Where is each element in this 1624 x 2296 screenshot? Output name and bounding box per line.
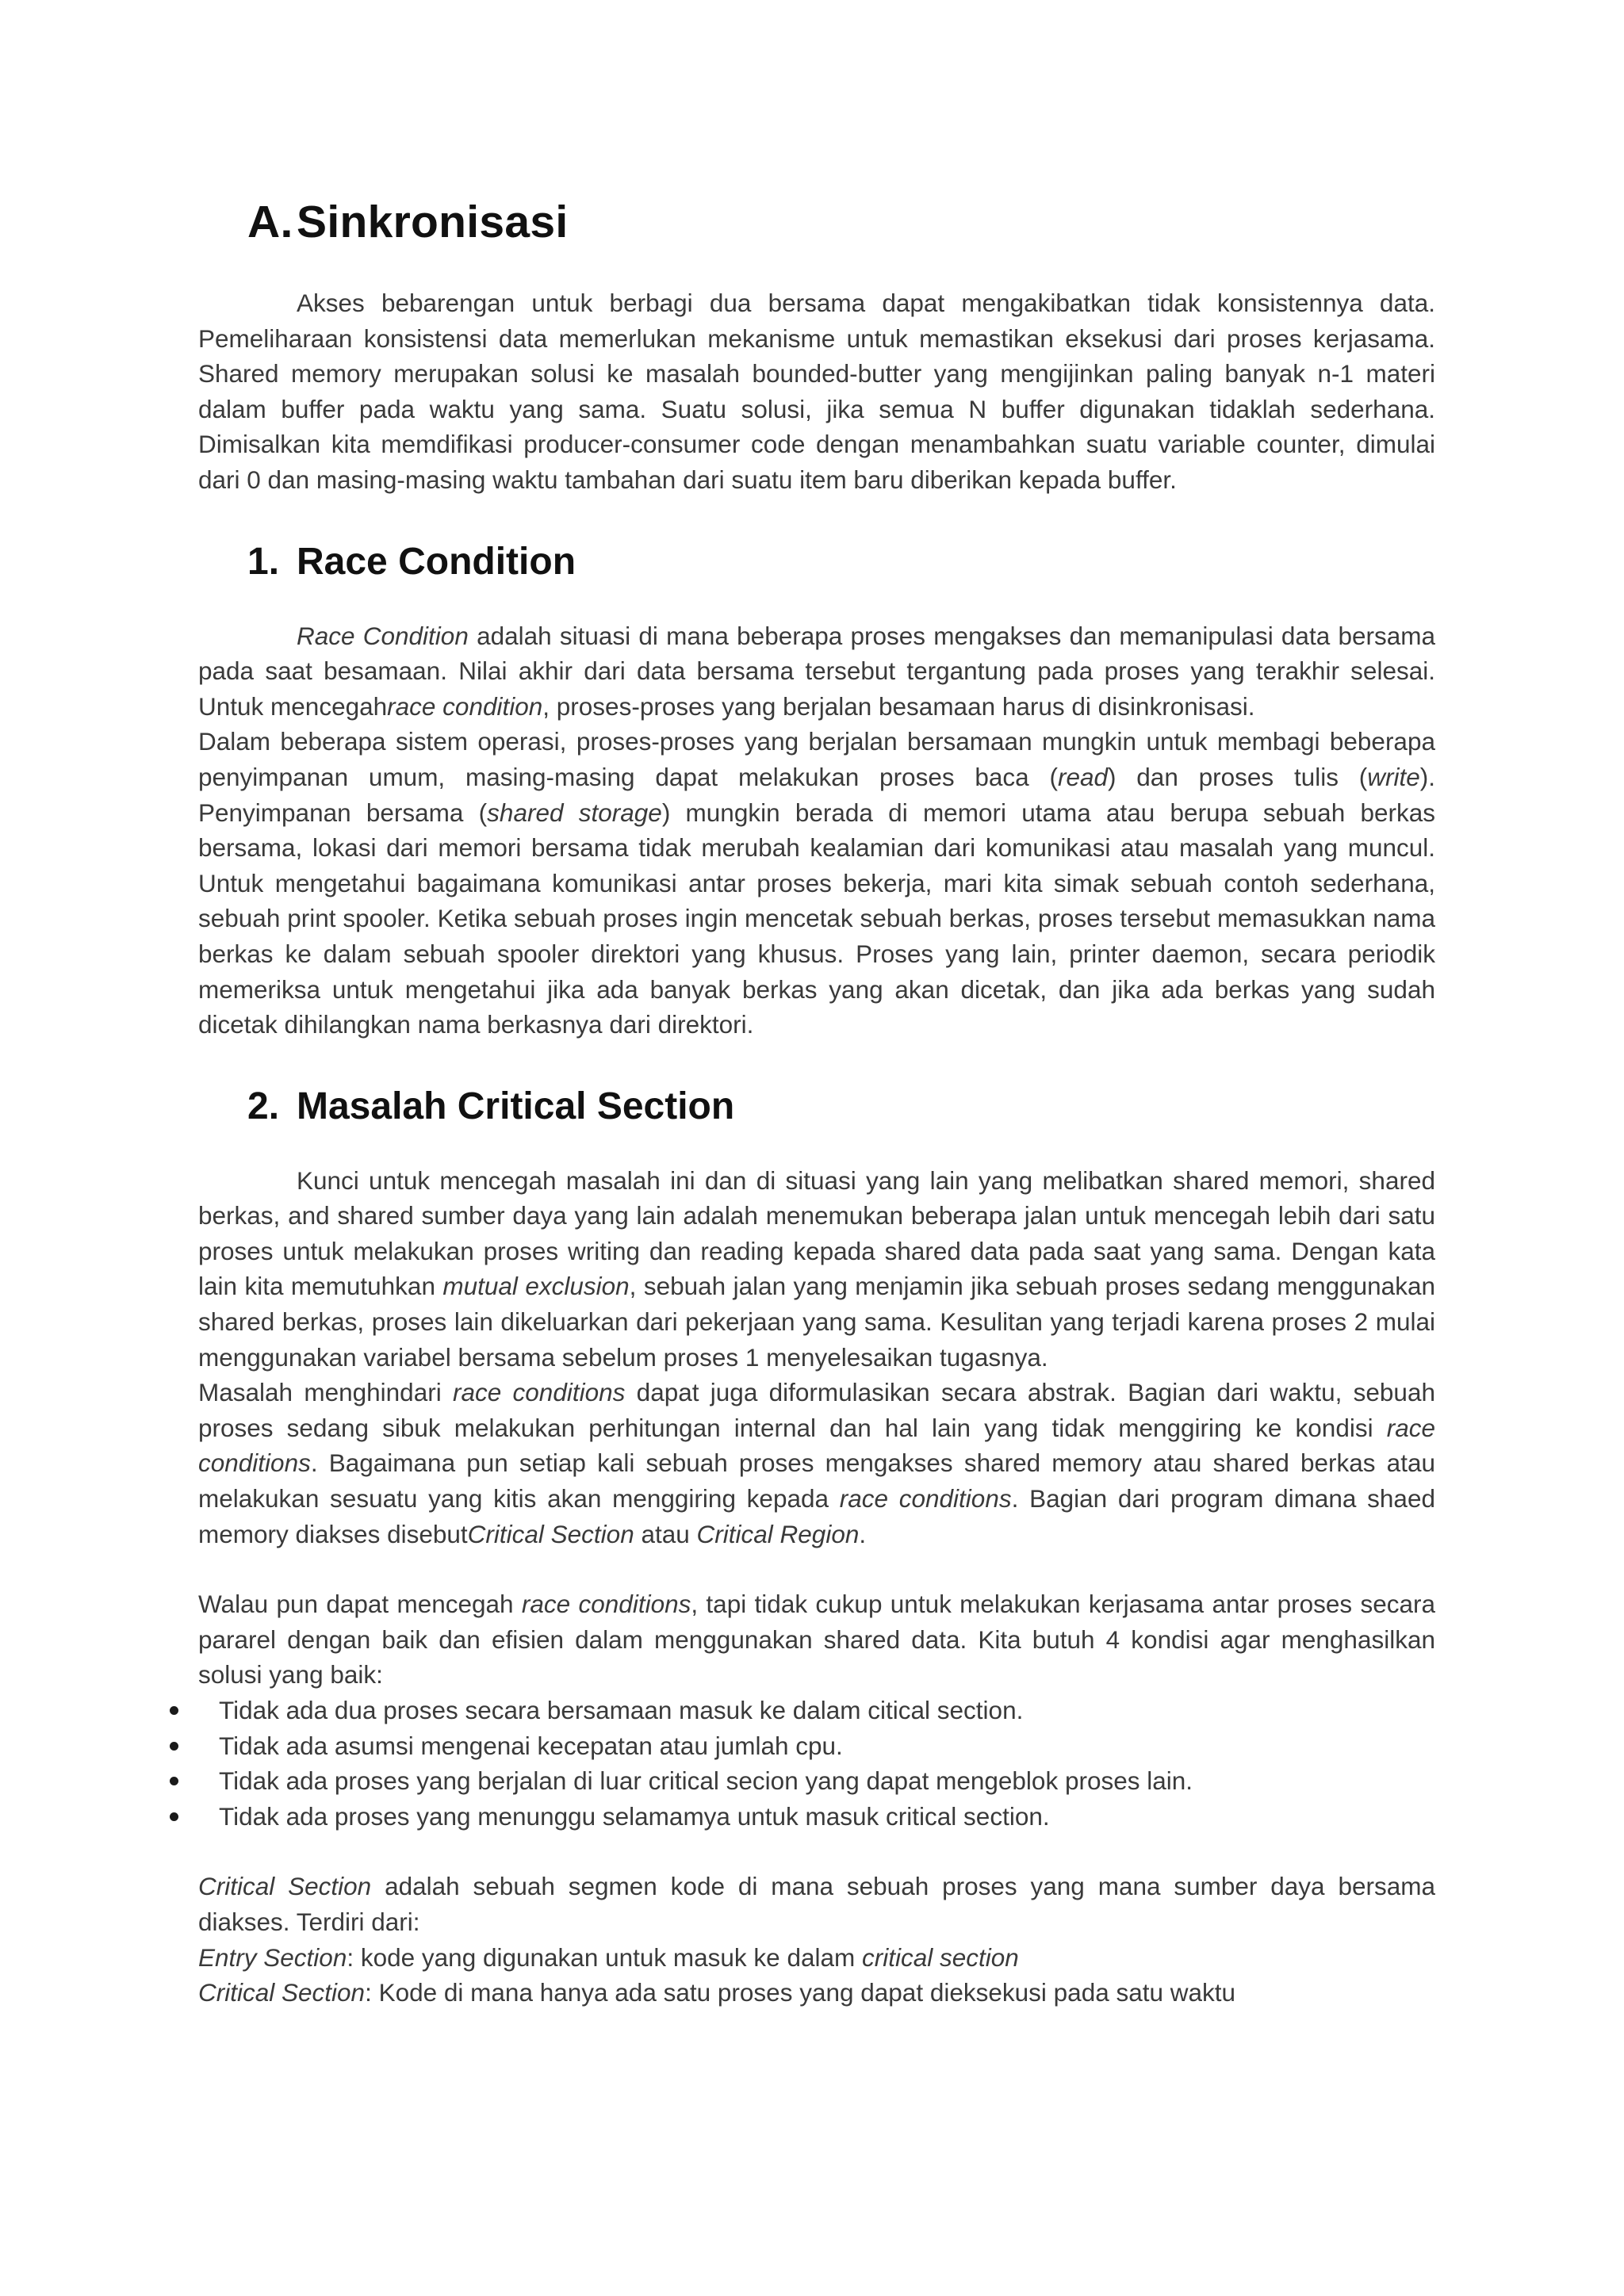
bullet-icon [170,1706,178,1715]
text-run: adalah situasi di mana beberapa proses mengakses dan memanipulasi data bersama pada saat besamaan. Nilai akhir dari data bersama tersebut tergantung pada proses yang terakhir selesai. Untuk mencegah [198,621,1435,721]
term-write: write [1367,762,1420,791]
document-page [198,190,1435,2011]
section2-paragraph-1 [198,1163,1435,1376]
term-race-conditions: race conditions [198,1413,1435,1478]
term-race-conditions: race conditions [839,1484,1012,1513]
section2-paragraph-2 [198,1375,1435,1552]
text-run: , proses-proses yang berjalan besamaan harus di disinkronisasi. [542,691,1255,721]
term-critical-region: Critical Region [696,1519,860,1548]
section2-number: 2. [247,1085,280,1127]
term-race-condition: Race Condition [297,621,469,650]
section1-paragraph-1 [198,618,1435,725]
list-item-text: Tidak ada asumsi mengenai kecepatan atau jumlah cpu. [219,1731,843,1760]
term-critical-section: Critical Section [467,1519,634,1548]
bullet-icon [170,1742,178,1751]
list-item [198,1763,1435,1799]
term-race-condition-2: race condition [387,691,543,721]
critical-section-line [198,1975,1435,2011]
text-run: ) dan proses tulis ( [1108,762,1368,791]
section2-paragraph-3 [198,1586,1435,1693]
section2-heading [247,1081,1435,1133]
entry-section-line [198,1940,1435,1976]
text-run: . [859,1519,867,1548]
text-run: : Kode di mana hanya ada satu proses yang dapat dieksekusi pada satu waktu [365,1978,1236,2007]
section1-paragraph-2 [198,724,1435,1042]
text-run: ). Penyimpanan bersama ( [198,762,1436,827]
list-item-text: Tidak ada proses yang menunggu selamamya untuk masuk critical section. [219,1801,1050,1831]
text-run: Dalam beberapa sistem operasi, proses-proses yang berjalan bersamaan mungkin untuk membagi beberapa penyimpanan umum, masing-masing dapat melakukan proses baca ( [198,727,1435,791]
term-race-conditions: race conditions [452,1378,626,1407]
list-item [198,1799,1435,1835]
text-run: ) mungkin berada di memori utama atau berupa sebuah berkas bersama, lokasi dari memori bersama tidak merubah kealamian dari komunikasi atau masalah yang muncul. Untuk mengetahui bagaimana komunikasi antar proses bekerja, mari kita simak sebuah contoh sederhana, sebuah print spooler. Ketika sebuah proses ingin mencetak sebuah berkas, proses tersebut memasukkan nama berkas ke dalam sebuah spooler direktori yang khusus. Proses yang lain, printer daemon, secara periodik memeriksa untuk mengetahui jika ada banyak berkas yang akan dicetak, dan jika ada berkas yang sudah dicetak dihilangkan nama berkasnya dari direktori. [198,798,1435,1039]
conditions-list [198,1693,1435,1834]
intro-paragraph: Akses bebarengan untuk berbagi dua bersama dapat mengakibatkan tidak konsistennya data. Pemeliharaan konsistensi data memerlukan mekanisme untuk memastikan eksekusi dari proses kerjasama. Shared memory merupakan solusi ke masalah bounded-butter yang mengijinkan paling banyak n-1 materi dalam buffer pada waktu yang sama. Suatu solusi, jika semua N buffer digunakan tidaklah sederhana. Dimisalkan kita memdifikasi producer-consumer code dengan menambahkan suatu variable counter, dimulai dari 0 dan masing-masing waktu tambahan dari suatu item baru diberikan kepada buffer. [198,289,1435,494]
list-item [198,1693,1435,1728]
text-run: Kunci untuk mencegah masalah ini dan di situasi yang lain yang melibatkan shared memori, shared berkas, and shared sumber daya yang lain adalah menemukan beberapa jalan untuk mencegah lebih dari satu proses untuk melakukan proses writing dan reading kepada shared data pada saat yang sama. Dengan kata lain kita memutuhkan [198,1165,1435,1301]
text-run: atau [634,1519,697,1548]
section1-title: Race Condition [297,540,576,583]
heading-title: Sinkronisasi [297,197,569,247]
bullet-icon [170,1777,178,1785]
text-run: , sebuah jalan yang menjamin jika sebuah proses sedang menggunakan shared berkas, proses lain dikeluarkan dari pekerjaan yang sama. Kesulitan yang terjadi karena proses 2 mulai menggunakan variabel bersama sebelum proses 1 menyelesaikan tugasnya. [198,1272,1435,1372]
text-run: Masalah menghindari [198,1378,453,1407]
term-critical-section: critical section [862,1942,1019,1972]
term-read: read [1057,762,1109,791]
section1-number: 1. [247,540,280,583]
section2-title: Masalah Critical Section [297,1085,735,1127]
text-run: dapat juga diformulasikan secara abstrak. Bagian dari waktu, sebuah proses sedang sibuk melakukan perhitungan internal dan hal lain yang tidak menggiring ke kondisi [198,1378,1435,1442]
text-run: , tapi tidak cukup untuk melakukan kerjasama antar proses secara pararel dengan baik dan efisien dalam menggunakan shared data. Kita butuh 4 kondisi agar menghasilkan solusi yang baik: [198,1590,1435,1689]
term-critical-section: Critical Section [198,1872,372,1901]
term-mutual-exclusion: mutual exclusion [442,1272,630,1301]
text-run: adalah sebuah segmen kode di mana sebuah proses yang mana sumber daya bersama diakses. Terdiri dari: [198,1872,1435,1936]
heading-letter: A. [247,197,293,247]
list-item [198,1728,1435,1764]
section1-heading [247,536,1435,588]
section-heading [247,190,1435,254]
term-entry-section: Entry Section [198,1942,347,1972]
term-race-conditions: race conditions [521,1590,691,1619]
text-run: Walau pun dapat mencegah [198,1590,522,1619]
list-item-text: Tidak ada dua proses secara bersamaan masuk ke dalam citical section. [219,1696,1024,1724]
text-run: . Bagian dari program dimana shaed memory diakses disebut [198,1484,1435,1548]
list-item-text: Tidak ada proses yang berjalan di luar critical secion yang dapat mengeblok proses lain. [219,1766,1193,1796]
term-critical-section: Critical Section [198,1978,366,2007]
section2-paragraph-4 [198,1869,1435,1939]
term-shared-storage: shared storage [487,798,662,827]
bullet-icon [170,1812,178,1821]
text-run: : kode yang digunakan untuk masuk ke dalam [347,1942,863,1972]
text-run: . Bagaimana pun setiap kali sebuah proses mengakses shared memory atau shared berkas atau melakukan sesuatu yang kitis akan menggiring kepada [198,1448,1435,1513]
